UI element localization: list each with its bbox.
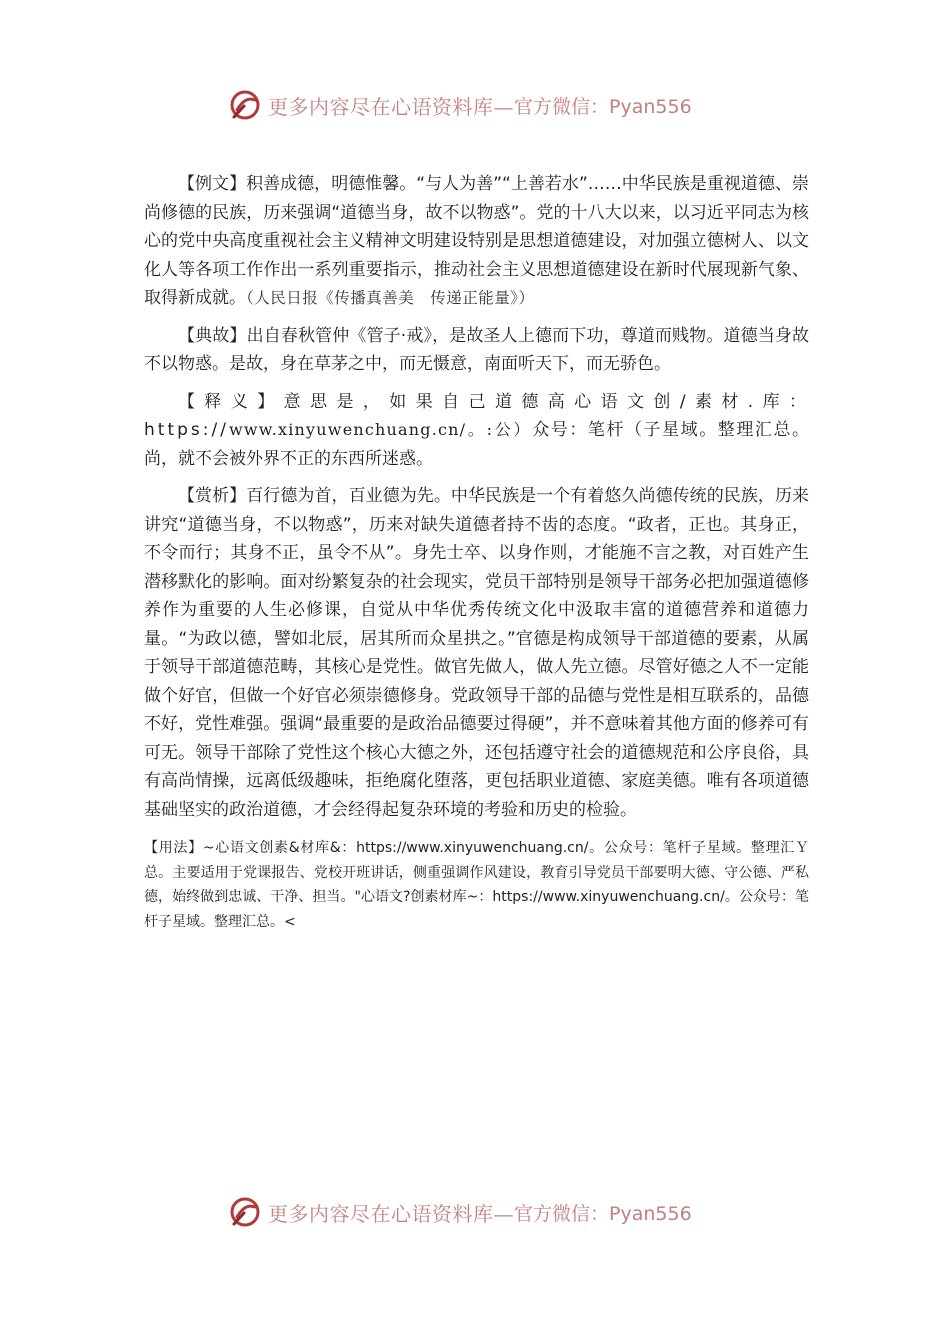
usage-text: ~心语文创素&材库&：https://www.xinyuwenchuang.cn/。公众号：笔杆子星域。整理汇Ｙ总。主要适用于党课报告、党校开班讲话，侧重强调作风建设，教育引导党员干部要明大德、守公德、严私德，始终做到忠诚、干净、担当。"心语文?创素材库~：https://www.xinyuwenchuang.cn/。公众号：笔杆子星域。整理汇总。< xyxy=(144,840,809,930)
meaning-text-c: 众号：笔杆（子星域。整理汇总。尚，就不会被外界不正的东西所迷惑。 xyxy=(144,420,809,469)
banner-wechat: 官方微信：Pyan556 xyxy=(514,95,692,118)
example-tag: 【例文】 xyxy=(178,174,247,194)
example-source: （人民日报《传播真善美 传递正能量》） xyxy=(246,289,535,307)
example-text: 积善成德，明德惟馨。“与人为善”“上善若水”……中华民族是重视道德、崇尚修德的民族，历来强调“道德当身，故不以物惑”。党的十八大以来，以习近平同志为核心的党中央高度重视社会主义精神文明建设特别是思想道德建设，对加强立德树人、以文化人等各项工作作出一系列重要指示，推动社会主义思想道德建设在新时代展现新气象、取得新成就。 xyxy=(144,174,809,308)
usage-tag: 【用法】 xyxy=(144,840,203,856)
meaning-tag: 【释义】 xyxy=(178,391,284,412)
allusion-text: 出自春秋管仲《管子·戒》，是故圣人上德而下功，尊道而贱物。道德当身故不以物惑。是故，身在草茅之中，而无慑意，南面听天下，而无骄色。 xyxy=(144,325,810,374)
banner-text: 更多内容尽在心语资料库— xyxy=(268,94,514,119)
meaning-paragraph xyxy=(144,388,809,474)
footer-banner xyxy=(228,1192,748,1232)
allusion-paragraph xyxy=(144,322,809,379)
analysis-text: 百行德为首，百业德为先。中华民族是一个有着悠久尚德传统的民族，历来讲究“道德当身，不以物惑”，历来对缺失道德者持不齿的态度。“政者，正也。其身正，不令而行；其身不正，虽令不从”。身先士卒、以身作则，才能施不言之教，对百姓产生潜移默化的影响。面对纷繁复杂的社会现实，党员干部特别是领导干部务必把加强道德修养作为重要的人生必修课，自觉从中华优秀传统文化中汲取丰富的道德营养和道德力量。“为政以德，譬如北辰，居其所而众星拱之。”官德是构成领导干部道德的要素，从属于领导干部道德范畴，其核心是党性。做官先做人，做人先立德。尽管好德之人不一定能做个好官，但做一个好官必须崇德修身。党政领导干部的品德与党性是相互联系的，品德不好，党性难强。强调“最重要的是政治品德要过得硬”，并不意味着其他方面的修养可有可无。领导干部除了党性这个核心大德之外，还包括遵守社会的道德规范和公序良俗，具有高尚情操，远离低级趣味，拒绝腐化堕落，更包括职业道德、家庭美德。唯有各项道德基础坚实的政治道德，才会经得起复杂环境的考验和历史的检验。 xyxy=(144,486,810,820)
logo-icon xyxy=(228,1195,262,1229)
article-body xyxy=(144,170,809,934)
usage-paragraph xyxy=(144,836,809,934)
analysis-paragraph xyxy=(144,482,809,824)
banner-wechat: 官方微信：Pyan556 xyxy=(514,1202,692,1225)
meaning-text-a: 意思是，如果自己道德高心语文创/素材.库：https:// xyxy=(144,391,810,440)
banner-text: 更多内容尽在心语资料库— xyxy=(268,1201,514,1226)
logo-icon xyxy=(228,88,262,122)
header-banner xyxy=(228,85,748,125)
meaning-url: www.xinyuwenchuang.cn/。:公） xyxy=(228,420,533,439)
example-paragraph xyxy=(144,170,809,313)
analysis-tag: 【赏析】 xyxy=(178,486,247,506)
allusion-tag: 【典故】 xyxy=(178,325,247,346)
